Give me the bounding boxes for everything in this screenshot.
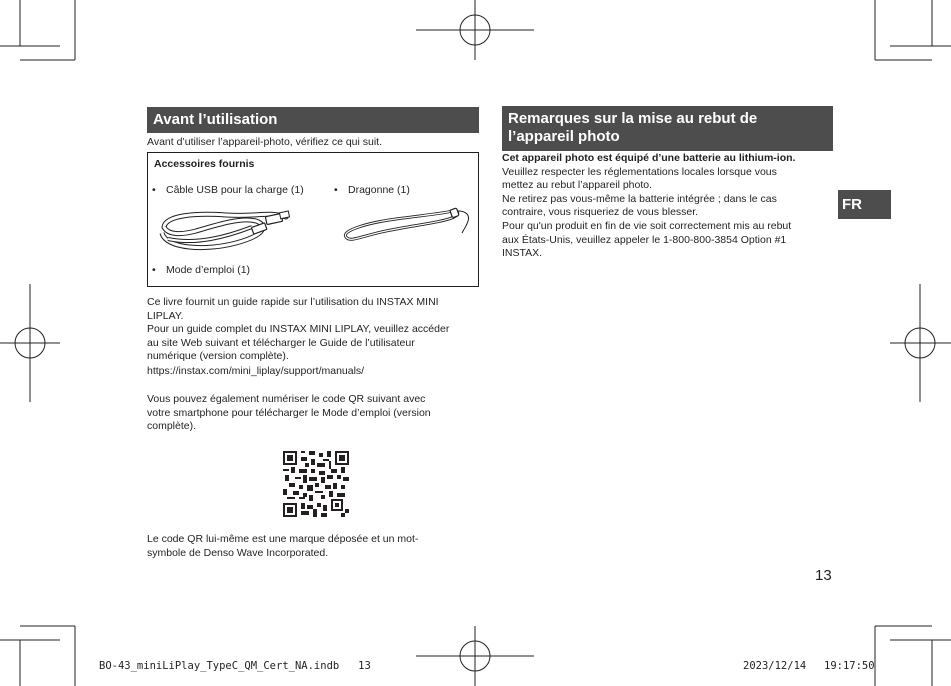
disposal-paragraph xyxy=(502,152,837,261)
accessory-label: Dragonne (1) xyxy=(348,184,410,196)
text-line: Pour un guide complet du INSTAX MINI LIPLAY, veuillez accéder xyxy=(147,323,450,336)
footer-filename: BO-43_miniLiPlay_TypeC_QM_Cert_NA.indb 13 xyxy=(99,660,371,672)
accessory-item-manual: • Mode d’emploi (1) xyxy=(152,264,251,276)
text-line: votre smartphone pour télécharger le Mode d’emploi (version xyxy=(147,406,431,419)
footer-time: 19:17:50 xyxy=(824,660,875,672)
usb-cable-illustration xyxy=(156,205,296,257)
text-line: Veuillez respecter les réglementations locales lorsque vous xyxy=(502,165,777,178)
accessory-item-strap: • Dragonne (1) xyxy=(334,184,410,196)
guide-paragraph xyxy=(147,296,487,379)
text-line: Le code QR lui-même est une marque déposée et un mot- xyxy=(147,533,419,545)
text-line: au site Web suivant et télécharger le Guide de l’utilisateur xyxy=(147,336,415,349)
text-line: mettez au rebut l’appareil photo. xyxy=(502,179,653,192)
section-heading-before-use: Avant l’utilisation xyxy=(147,107,479,133)
accessories-box xyxy=(147,152,479,287)
text-line: LIPLAY. xyxy=(147,309,184,322)
accessory-label: Mode d’emploi (1) xyxy=(166,264,251,276)
text-line: Pour qu'un produit en fin de vie soit correctement mis au rebut xyxy=(502,219,792,232)
accessory-item-usb-cable: • Câble USB pour la charge (1) xyxy=(152,184,304,196)
text-line: numérique (version complète). xyxy=(147,350,289,363)
heading-line: Remarques sur la mise au rebut de xyxy=(508,110,758,127)
text-line: symbole de Denso Wave Incorporated. xyxy=(147,546,329,559)
text-line: complète). xyxy=(147,420,197,433)
manual-url-link[interactable]: https://instax.com/mini_liplay/support/manuals/ xyxy=(147,364,365,377)
text-line: Ce livre fournit un guide rapide sur l’utilisation du INSTAX MINI xyxy=(147,296,439,308)
qr-trademark-note xyxy=(147,533,487,560)
accessory-label: Câble USB pour la charge (1) xyxy=(166,184,304,196)
accessories-title: Accessoires fournis xyxy=(154,158,255,170)
text-line: INSTAX. xyxy=(502,247,543,260)
text-line: contraire, vous risqueriez de vous blesser. xyxy=(502,206,699,219)
footer-date: 2023/12/14 xyxy=(743,660,807,672)
text-line: Ne retirez pas vous-même la batterie intégrée ; dans le cas xyxy=(502,192,777,205)
text-line: aux États-Unis, veuillez appeler le 1-800-800-3854 Option #1 xyxy=(502,233,787,246)
qr-code[interactable] xyxy=(283,451,349,517)
section-heading-disposal xyxy=(502,106,833,151)
battery-notice: Cet appareil photo est équipé d’une batterie au lithium-ion. xyxy=(502,152,796,164)
heading-line: l’appareil photo xyxy=(508,128,620,145)
strap-illustration xyxy=(336,205,476,250)
qr-paragraph xyxy=(147,393,487,434)
text-line: Vous pouvez également numériser le code QR suivant avec xyxy=(147,393,426,405)
intro-text: Avant d’utiliser l’appareil-photo, vérifiez ce qui suit. xyxy=(147,136,383,148)
page-number: 13 xyxy=(815,567,832,584)
language-tab: FR xyxy=(838,190,891,219)
